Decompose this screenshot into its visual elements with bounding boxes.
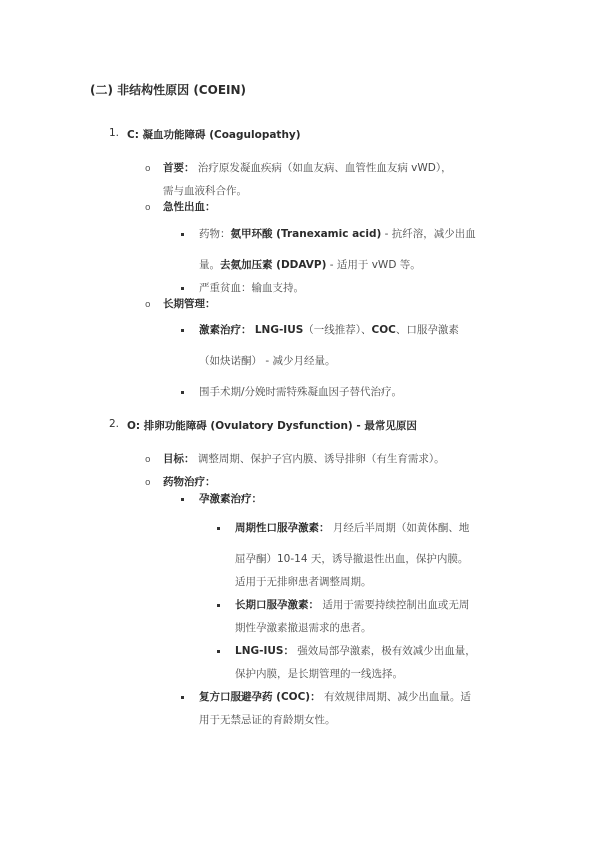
bullet-square bbox=[181, 391, 184, 394]
bullet-square bbox=[217, 604, 220, 607]
c-drug-line-2: 量。去氨加压素 (DDAVP) - 适用于 vWD 等。 bbox=[199, 259, 421, 271]
bullet-circle: o bbox=[145, 164, 151, 174]
section-title: (二) 非结构性原因 (COEIN) bbox=[90, 83, 247, 97]
o-longterm-line-1: 长期口服孕激素： 适用于需要持续控制出血或无周 bbox=[235, 599, 470, 611]
c-hormone-line-2: （如炔诺酮） - 减少月经量。 bbox=[199, 355, 336, 367]
bullet-square bbox=[181, 329, 184, 332]
o-heading: O: 排卵功能障碍 (Ovulatory Dysfunction) - 最常见原因 bbox=[127, 420, 417, 432]
bullet-circle: o bbox=[145, 203, 151, 213]
bullet-square bbox=[181, 696, 184, 699]
bullet-square bbox=[217, 650, 220, 653]
c-severe: 严重贫血：输血支持。 bbox=[199, 282, 304, 294]
o-prog-label: 孕激素治疗： bbox=[199, 493, 262, 505]
bullet-square bbox=[181, 233, 184, 236]
bullet-square bbox=[181, 287, 184, 290]
bullet-circle: o bbox=[145, 300, 151, 310]
o-cyclic-line-1: 周期性口服孕激素： 月经后半周期（如黄体酮、地 bbox=[235, 522, 470, 534]
o-longterm-line-2: 期性孕激素撤退需求的患者。 bbox=[235, 622, 372, 634]
bullet-circle: o bbox=[145, 455, 151, 465]
o-lngius-line-1: LNG-IUS： 强效局部孕激素，极有效减少出血量， bbox=[235, 645, 476, 657]
list-number-1: 1. bbox=[109, 127, 120, 139]
o-coc-line-1: 复方口服避孕药 (COC)： 有效规律周期、减少出血量。适 bbox=[199, 691, 471, 703]
list-number-2: 2. bbox=[109, 418, 120, 430]
bullet-circle: o bbox=[145, 478, 151, 488]
bullet-square bbox=[217, 527, 220, 530]
bullet-square bbox=[181, 498, 184, 501]
c-heading: C: 凝血功能障碍 (Coagulopathy) bbox=[127, 129, 301, 141]
c-hormone-line-1: 激素治疗： LNG-IUS（一线推荐）、COC、口服孕激素 bbox=[199, 324, 459, 336]
o-lngius-line-2: 保护内膜，是长期管理的一线选择。 bbox=[235, 668, 403, 680]
o-coc-line-2: 用于无禁忌证的育龄期女性。 bbox=[199, 714, 336, 726]
c-acute-label: 急性出血： bbox=[163, 201, 216, 213]
o-cyclic-line-2: 屈孕酮）10-14 天，诱导撤退性出血，保护内膜。 bbox=[235, 553, 469, 565]
c-long-label: 长期管理： bbox=[163, 298, 216, 310]
c-first-line-2: 需与血液科合作。 bbox=[163, 185, 247, 197]
o-cyclic-line-3: 适用于无排卵患者调整周期。 bbox=[235, 576, 372, 588]
o-goal: 目标： 调整周期、保护子宫内膜、诱导排卵（有生育需求）。 bbox=[163, 453, 445, 465]
c-periop: 围手术期/分娩时需特殊凝血因子替代治疗。 bbox=[199, 386, 403, 398]
o-drug-label: 药物治疗： bbox=[163, 476, 216, 488]
c-drug-line-1: 药物：氨甲环酸 (Tranexamic acid) - 抗纤溶，减少出血 bbox=[199, 228, 476, 240]
c-first-line-1: 首要： 治疗原发凝血疾病（如血友病、血管性血友病 vWD）， bbox=[163, 162, 452, 174]
